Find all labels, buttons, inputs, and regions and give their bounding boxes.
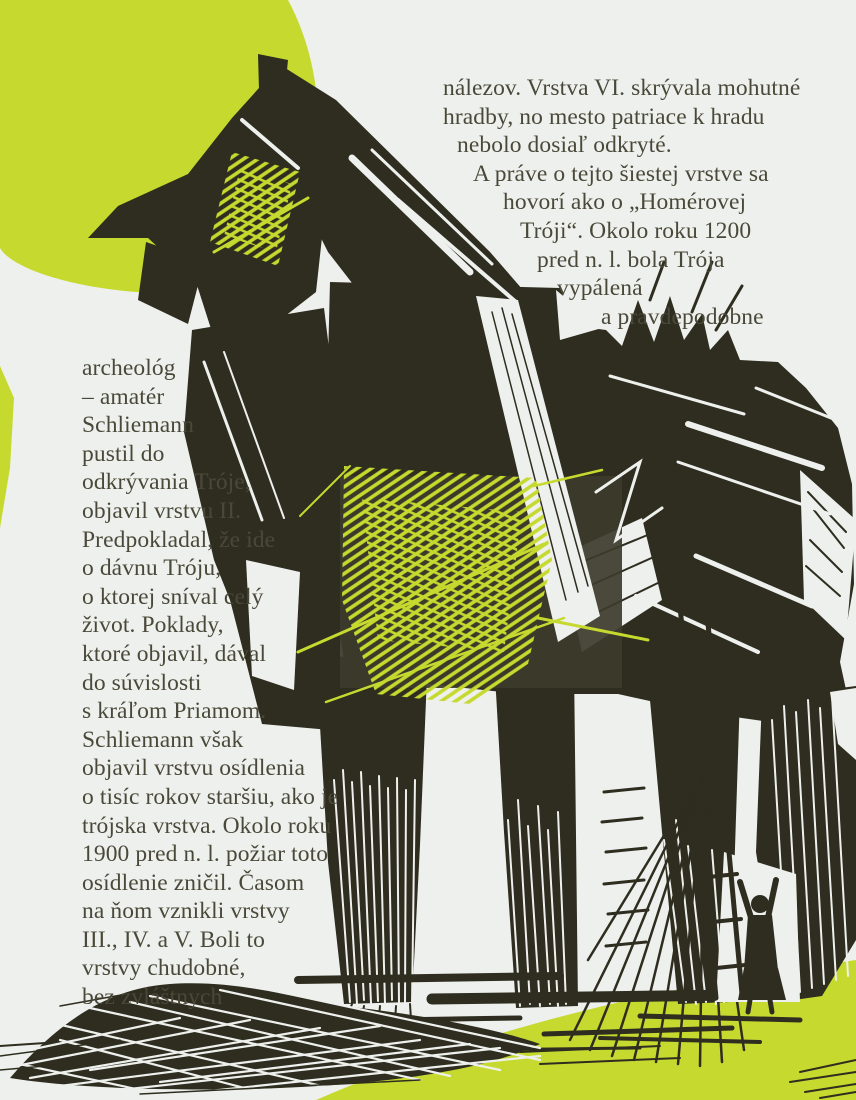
text-line: Schliemann [82, 412, 194, 439]
text-line: hovorí ako o „Homérovej [503, 189, 747, 216]
text-line: s kráľom Priamom. [82, 698, 267, 725]
text-line: trójska vrstva. Okolo roku [82, 812, 332, 839]
text-line: a pravdepodobne [601, 303, 764, 330]
text-line: o tisíc rokov staršiu, ako je [82, 783, 339, 810]
text-line: Predpokladal, že ide [82, 526, 276, 553]
text-line: A práve o tejto šiestej vrstve sa [473, 160, 769, 187]
text-line: na ňom vznikli vrstvy [82, 898, 290, 925]
text-line: o dávnu Tróju, [82, 555, 222, 582]
text-line: odkrývania Tróje, [82, 469, 251, 496]
text-line: osídlenie zničil. Časom [82, 869, 305, 896]
text-line: do súvislosti [82, 669, 202, 696]
text-line: Tróji“. Okolo roku 1200 [520, 217, 752, 244]
text-line: objavil vrstvu osídlenia [82, 755, 306, 782]
text-line: hradby, no mesto patriace k hradu [443, 103, 765, 130]
text-line: o ktorej sníval celý [82, 583, 264, 610]
left-text-column [82, 354, 392, 1012]
text-line: bez zvláštnych [82, 984, 223, 1011]
text-line: nebolo dosiaľ odkryté. [457, 132, 672, 159]
text-line: pred n. l. bola Trója [537, 246, 725, 273]
text-line: vrstvy chudobné, [82, 955, 246, 982]
text-line: objavil vrstvu II. [82, 497, 242, 524]
text-line: 1900 pred n. l. požiar toto [82, 841, 329, 868]
text-line: pustil do [82, 440, 165, 467]
text-line: život. Poklady, [82, 612, 224, 639]
text-line: vypálená [557, 275, 643, 302]
text-line: Schliemann však [82, 726, 244, 753]
text-line: nálezov. Vrstva VI. skrývala mohutné [443, 75, 801, 101]
text-line: III., IV. a V. Boli to [82, 926, 266, 953]
text-line: archeológ [82, 355, 176, 381]
text-line: ktoré objavil, dával [82, 640, 267, 667]
text-line: – amatér [82, 383, 165, 410]
right-text-column [443, 74, 833, 331]
